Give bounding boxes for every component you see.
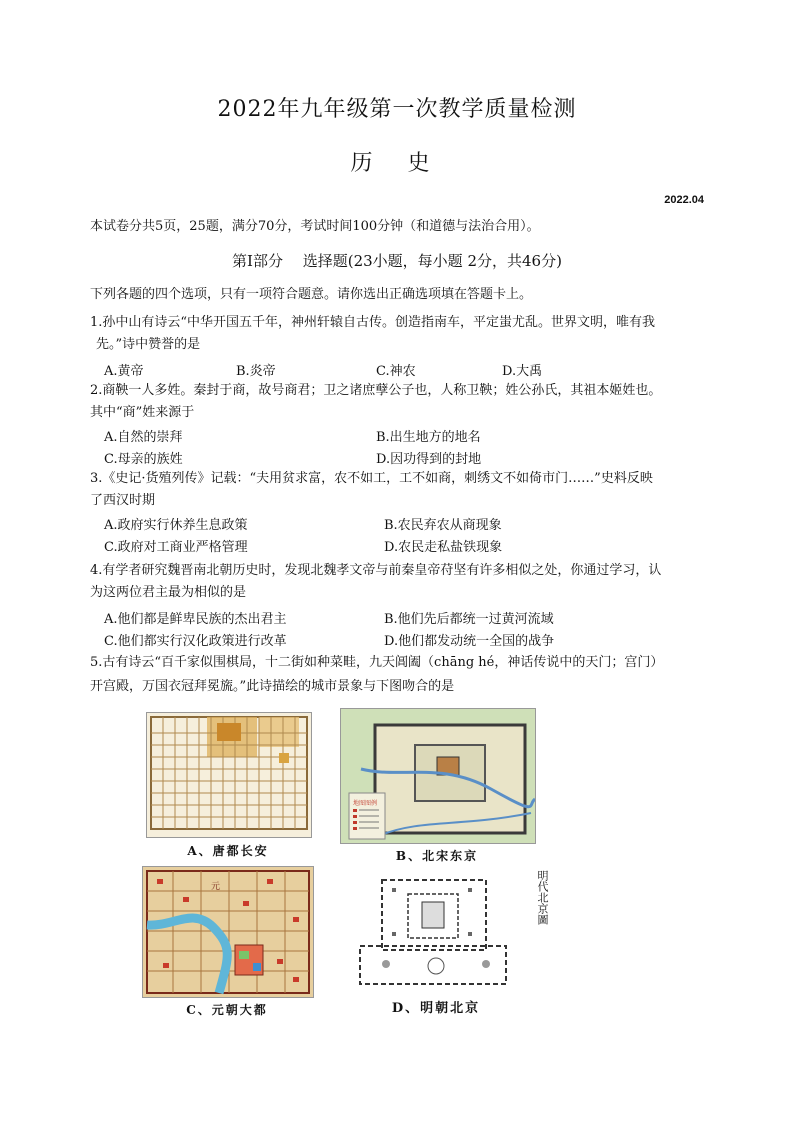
map-d-beijing <box>346 866 526 992</box>
q4-line1: 4.有学者研究魏晋南北朝历史时，发现北魏孝文帝与前秦皇帝苻坚有许多相似之处，你通过学习，认 <box>90 563 662 578</box>
q5-line1: 5.古有诗云“百千家似围棋局，十二街如种菜畦，九天阊阖（chāng hé，神话传说中的天门；宫门） <box>90 655 664 670</box>
q4-option-b: B.他们先后都统一过黄河流域 <box>384 612 554 627</box>
intro-text: 本试卷分共5页，25题，满分70分，考试时间100分钟（和道德与法治合用）。 <box>90 219 540 234</box>
map-b-legend: 地图图例 <box>353 800 378 807</box>
dadu-city-illustration <box>143 867 313 997</box>
map-d-caption: D、明朝北京 <box>391 1001 481 1016</box>
exam-date: 2022.04 <box>664 194 704 206</box>
q2-option-d: D.因功得到的封地 <box>376 452 482 467</box>
subject-title: 历 史 <box>350 151 444 176</box>
map-c-mark: 元 <box>211 882 221 892</box>
q1-option-d: D.大禹 <box>502 364 543 379</box>
map-b-dongjing <box>340 708 536 844</box>
q3-line2: 了西汉时期 <box>90 493 156 508</box>
beijing-walls-illustration <box>346 866 526 992</box>
q1-line2: 先。”诗中赞誉的是 <box>96 337 201 352</box>
q2-option-b: B.出生地方的地名 <box>376 430 481 445</box>
q3-line1: 3.《史记·货殖列传》记载：“夫用贫求富，农不如工，工不如商，刺绣文不如倚市门……”史料反映 <box>90 471 653 486</box>
q4-line2: 为这两位君主最为相似的是 <box>90 585 247 600</box>
map-d-side-label: 明代北京圖 <box>536 870 549 925</box>
instruction-text: 下列各题的四个选项，只有一项符合题意。请你选出正确选项填在答题卡上。 <box>90 287 533 302</box>
q4-option-c: C.他们都实行汉化政策进行改革 <box>104 634 287 649</box>
q3-option-d: D.农民走私盐铁现象 <box>384 540 503 555</box>
city-wall-illustration <box>341 709 535 843</box>
map-c-caption: C、元朝大都 <box>186 1003 268 1017</box>
q2-line1: 2.商鞅一人多姓。秦封于商，故号商君；卫之诸庶孽公子也，人称卫鞅；姓公孙氏，其祖本姬姓也。 <box>90 383 662 398</box>
q2-option-a: A.自然的崇拜 <box>104 430 183 445</box>
exam-title: 2022年九年级第一次教学质量检测 <box>217 97 577 122</box>
map-a-changan <box>146 712 312 838</box>
q1-option-b: B.炎帝 <box>236 364 276 379</box>
q5-line2: 开宫殿，万国衣冠拜冕旒。”此诗描绘的城市景象与下图吻合的是 <box>90 679 455 694</box>
q3-option-a: A.政府实行休养生息政策 <box>104 518 248 533</box>
q4-option-d: D.他们都发动统一全国的战争 <box>384 634 555 649</box>
map-a-caption: A、唐都长安 <box>187 844 269 858</box>
q1-line1: 1.孙中山有诗云“中华开国五千年，神州轩辕自古传。创造指南车，平定蚩尤乱。世界文明，唯有我 <box>90 315 656 330</box>
q1-option-a: A.黄帝 <box>104 364 144 379</box>
q3-option-c: C.政府对工商业严格管理 <box>104 540 248 555</box>
q3-option-b: B.农民弃农从商现象 <box>384 518 502 533</box>
q4-option-a: A.他们都是鲜卑民族的杰出君主 <box>104 612 287 627</box>
q2-line2: 其中“商”姓来源于 <box>90 405 195 420</box>
grid-city-illustration <box>147 713 311 837</box>
q2-option-c: C.母亲的族姓 <box>104 452 183 467</box>
q1-option-c: C.神农 <box>376 364 416 379</box>
section-heading: 第Ⅰ部分 选择题(23小题，每小题 2分，共46分) <box>232 252 562 270</box>
map-b-caption: B、北宋东京 <box>395 849 479 863</box>
map-c-dadu <box>142 866 314 998</box>
